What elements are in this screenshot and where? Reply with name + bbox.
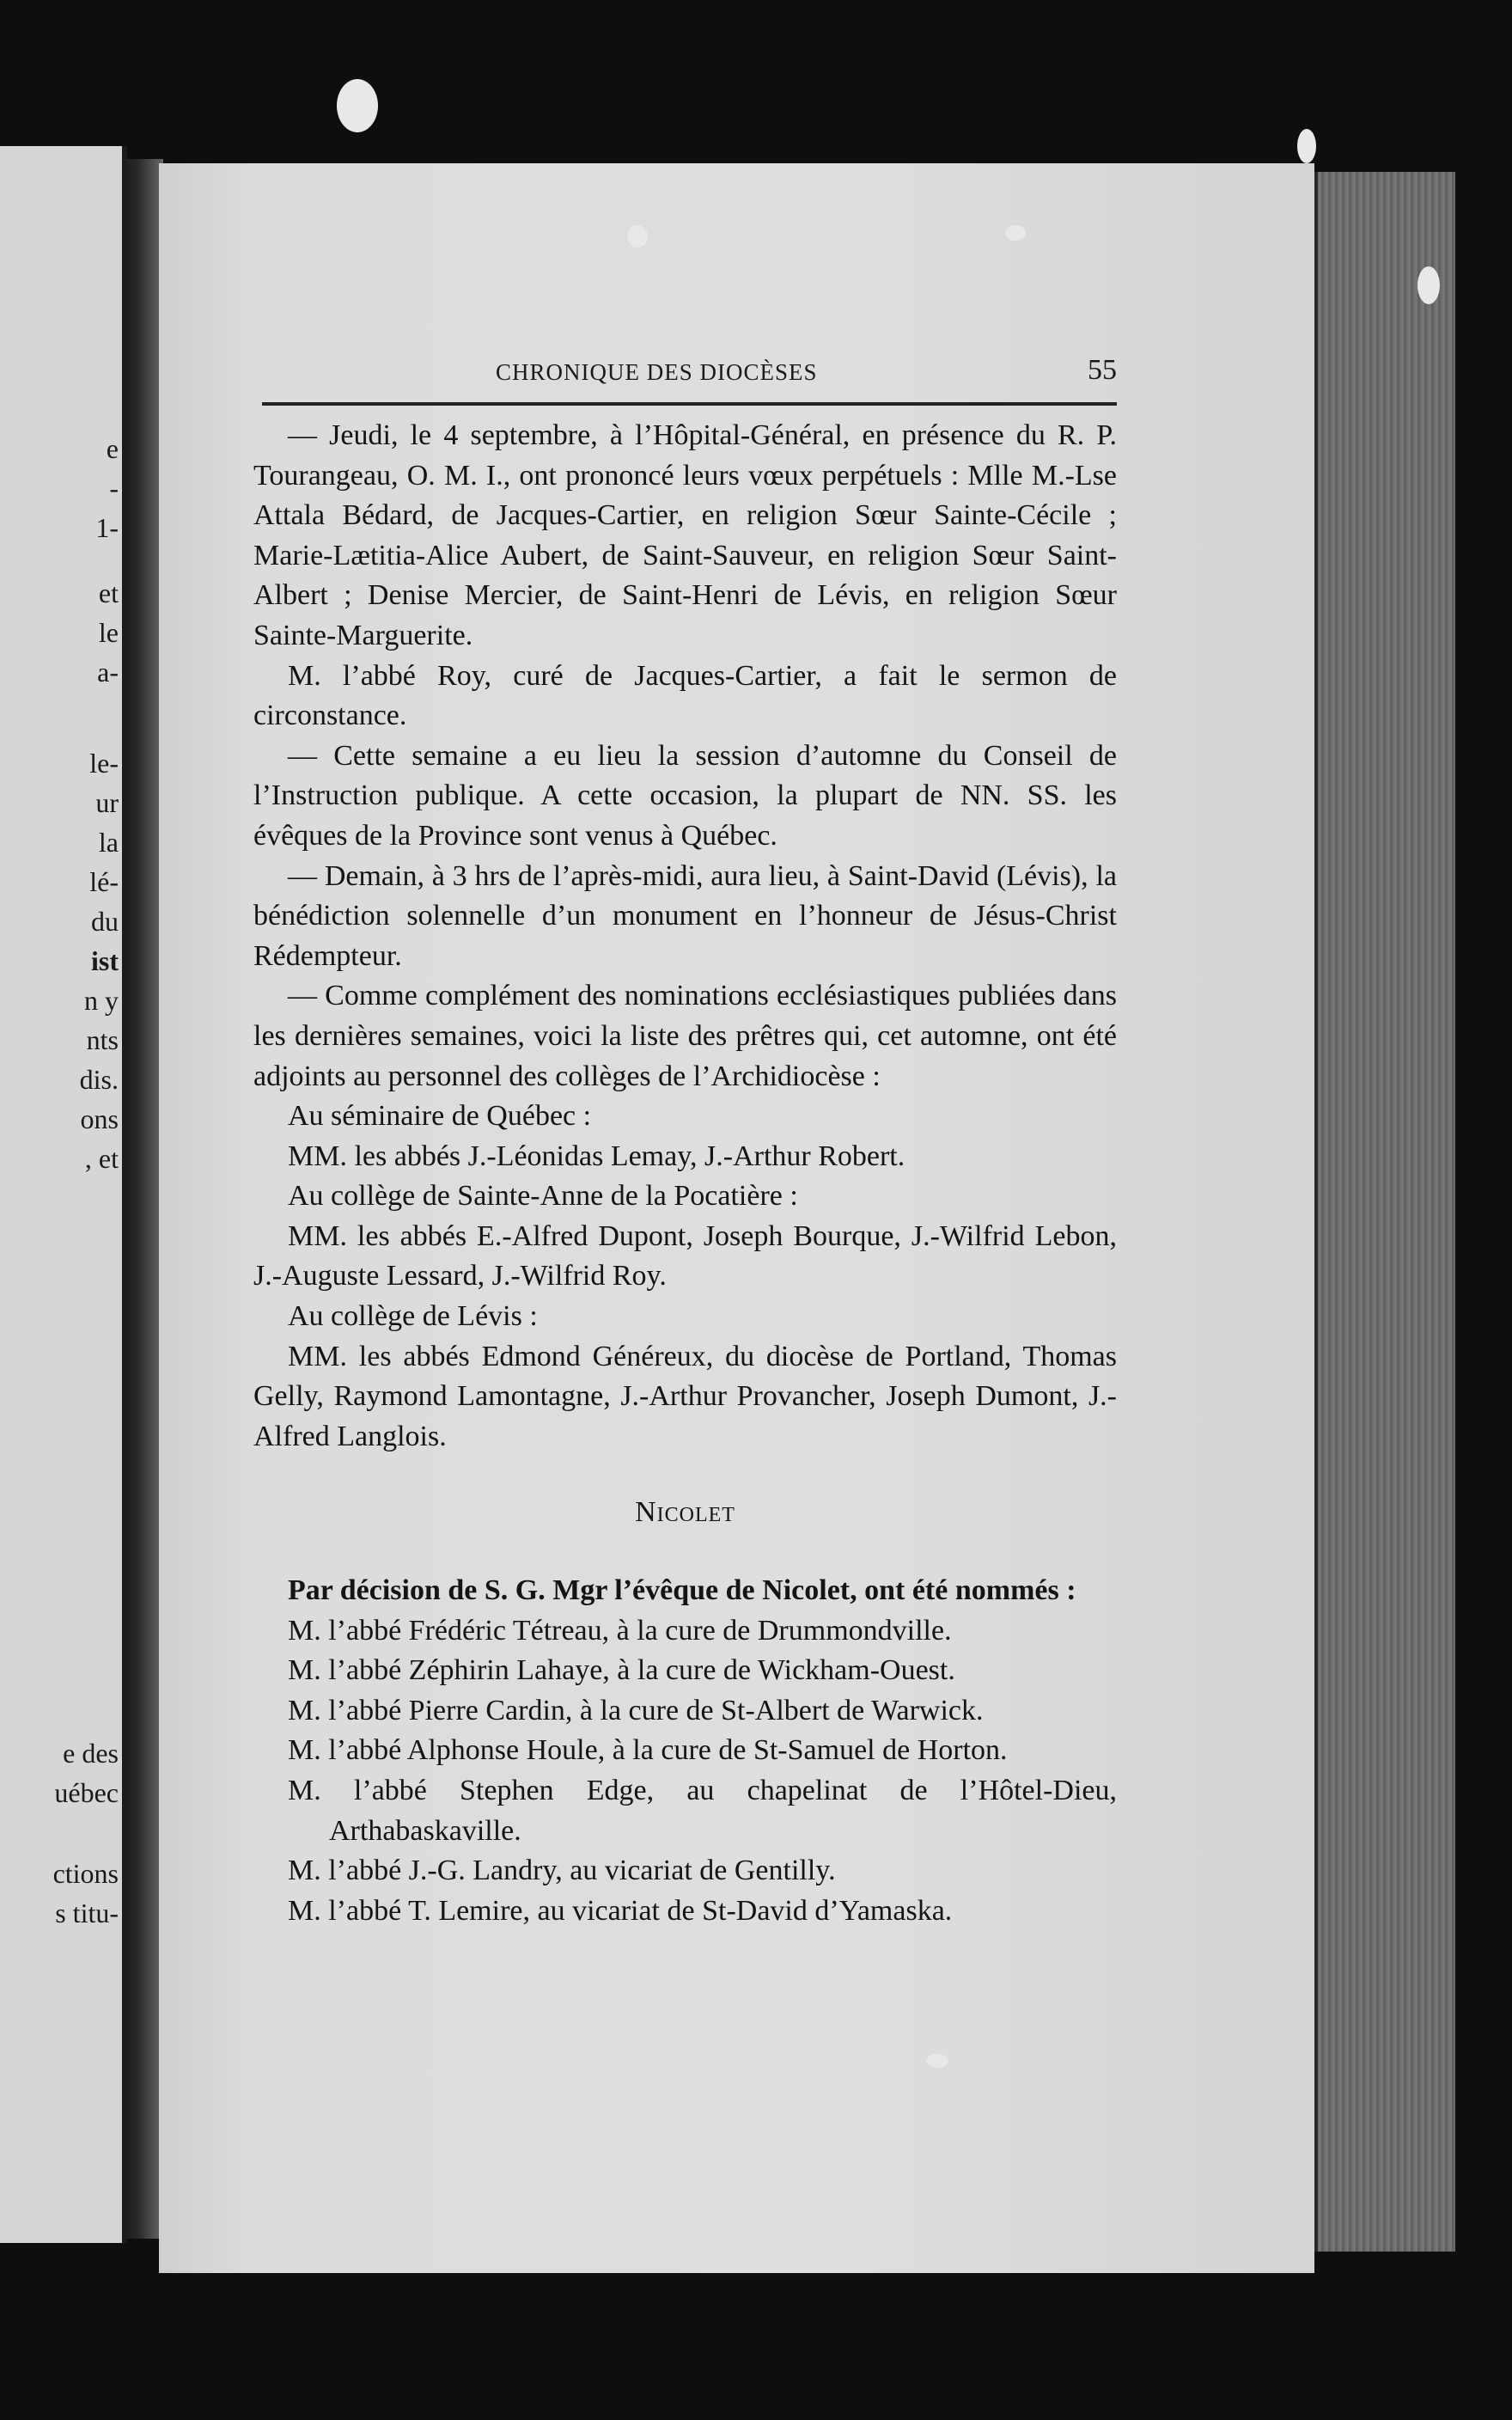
paragraph-sermon: M. l’abbé Roy, curé de Jacques-Cartier, a fait le sermon de circonstance. [253, 659, 1117, 732]
film-speck [1418, 266, 1440, 304]
appointment-item: M. l’abbé Zéphirin Lahaye, à la cure de Wickham-Ouest. [288, 1654, 955, 1687]
paragraph-council: — Cette semaine a eu lieu la session d’automne du Conseil de l’Instruction publique. A cette occasion, la plupart de NN. SS. les évêques de la Province sont venus à Québec. [253, 739, 1117, 852]
left-fragment-text: la [98, 827, 119, 858]
paragraph-vows: — Jeudi, le 4 septembre, à l’Hôpital-Général, en présence du R. P. Tourangeau, O. M. I., ont prononcé leurs vœux perpétuels : Mlle M.-Lse Attala Bédard, de Jacques-Cartier, en religion Sœur Sainte-Cécile ; Marie-Lætitia-Alice Aubert, de Saint-Sauveur, en religion Sœur Saint-Albert ; Denise Mercier, de Saint-Henri de Lévis, en religion Sœur Sainte-Marguerite. [253, 419, 1117, 651]
left-fragment-text: uébec [54, 1777, 119, 1808]
section-sainte-anne: Au collège de Sainte-Anne de la Pocatière : [288, 1180, 798, 1213]
left-fragment-text: et [98, 578, 119, 608]
section-seminary: Au séminaire de Québec : [288, 1100, 592, 1133]
left-fragment-text: n y [84, 985, 119, 1016]
paragraph-nominations: — Comme complément des nominations ecclésiastiques publiées dans les dernières semaines, voici la liste des prêtres qui, cet automne, ont été adjoints au personnel des collèges de l’Archidiocèse : [253, 980, 1117, 1092]
film-speck [1297, 129, 1316, 163]
left-fragment-text: , et [84, 1143, 119, 1174]
left-fragment-text: du [91, 906, 119, 937]
left-fragment-text: e des [63, 1738, 119, 1769]
left-fragment-text: lé- [89, 866, 119, 897]
page-header [262, 354, 1117, 406]
sainte-anne-list: MM. les abbés E.-Alfred Dupont, Joseph Bourque, J.-Wilfrid Lebon, J.-Auguste Lessard, J.-Wilfrid Roy. [253, 1219, 1117, 1292]
left-fragment-text: e [106, 433, 119, 464]
levis-list: MM. les abbés Edmond Généreux, du diocèse de Portland, Thomas Gelly, Raymond Lamontagne, J.-Arthur Provancher, Joseph Dumont, J.-Alfred Langlois. [253, 1340, 1117, 1452]
appointment-item: M. l’abbé Frédéric Tétreau, à la cure de Drummondville. [288, 1614, 952, 1647]
nicolet-intro: Par décision de S. G. Mgr l’évêque de Nicolet, ont été nommés : [288, 1574, 1076, 1607]
left-fragment-text: ur [95, 787, 119, 818]
film-speck [1005, 225, 1026, 241]
film-speck [926, 2054, 948, 2068]
running-head: CHRONIQUE DES DIOCÈSES [496, 359, 818, 385]
left-fragment-text: dis. [79, 1064, 119, 1095]
left-fragment-text: a- [97, 657, 119, 688]
seminary-list: MM. les abbés J.-Léonidas Lemay, J.-Arthur Robert. [288, 1140, 905, 1172]
left-fragment-text: - [109, 473, 119, 504]
left-fragment-text: ctions [52, 1858, 119, 1889]
left-page-fragment [0, 146, 127, 2243]
left-fragment-text: le [98, 617, 119, 648]
appointment-item: M. l’abbé Stephen Edge, au chapelinat de l’Hôtel-Dieu, Arthabaskaville. [288, 1775, 1117, 1847]
appointment-item: M. l’abbé T. Lemire, au vicariat de St-David d’Yamaska. [288, 1894, 953, 1927]
left-fragment-text: le- [89, 748, 119, 779]
page-body [253, 416, 1117, 1931]
left-fragment-text: s titu- [55, 1898, 119, 1928]
appointment-item: M. l’abbé J.-G. Landry, au vicariat de Gentilly. [288, 1855, 836, 1887]
book-gutter [122, 159, 163, 2239]
film-speck [627, 225, 648, 248]
appointment-item: M. l’abbé Alphonse Houle, à la cure de St-Samuel de Horton. [288, 1734, 1008, 1767]
page-number: 55 [1088, 354, 1117, 386]
left-fragment-text: ist [91, 945, 119, 976]
section-levis: Au collège de Lévis : [288, 1300, 538, 1333]
paragraph-monument: — Demain, à 3 hrs de l’après-midi, aura lieu, à Saint-David (Lévis), la bénédiction solennelle d’un monument en l’honneur de Jésus-Christ Rédempteur. [253, 859, 1117, 972]
appointment-item: M. l’abbé Pierre Cardin, à la cure de St-Albert de Warwick. [288, 1694, 984, 1726]
left-fragment-text: nts [86, 1024, 119, 1055]
page-edges [1314, 172, 1455, 2252]
film-speck [337, 79, 378, 132]
left-fragment-text: 1- [95, 512, 119, 543]
section-heading-nicolet: Nicolet [635, 1496, 735, 1529]
left-fragment-text: ons [80, 1103, 119, 1134]
